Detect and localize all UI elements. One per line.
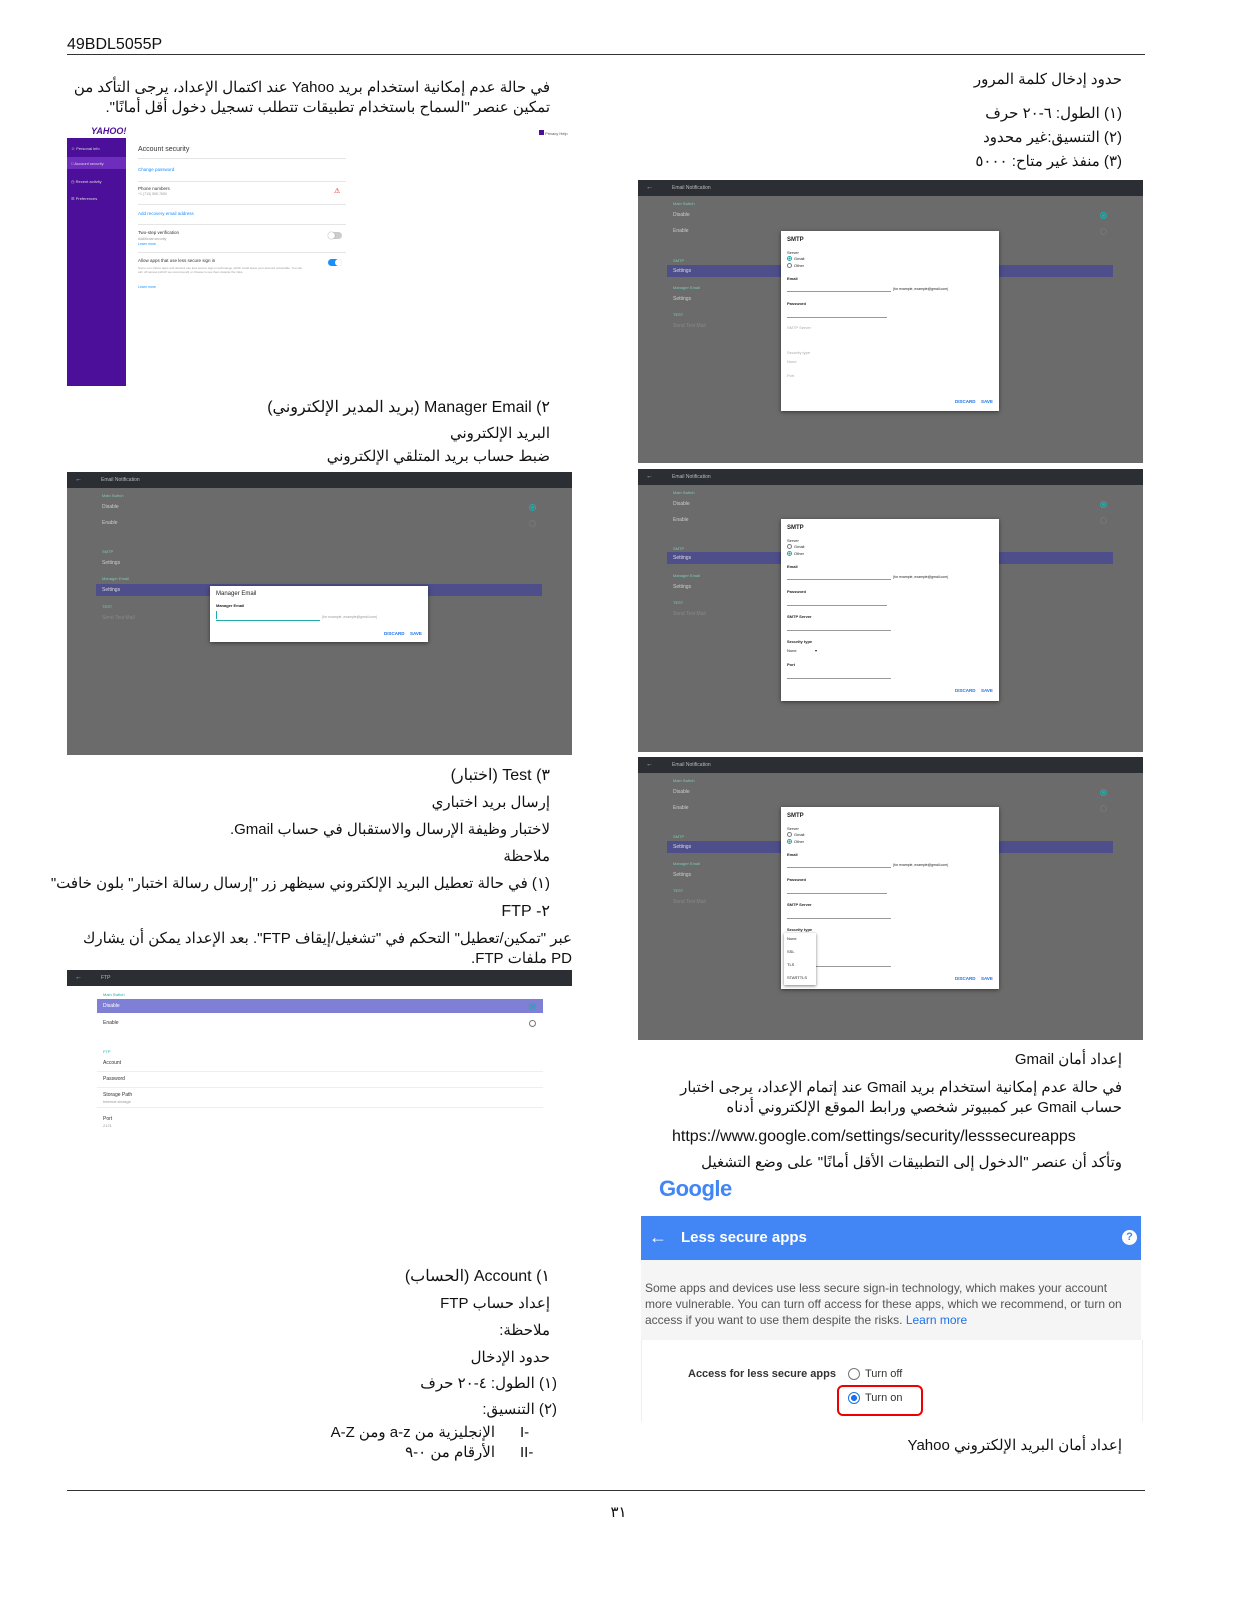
smtp-dialog xyxy=(781,231,999,411)
test-title: ٣) Test (اختبار) xyxy=(450,767,550,784)
send-test-mail[interactable]: Send Test Mail xyxy=(102,615,135,621)
text-cursor xyxy=(216,611,217,619)
pw-len: (١) الطول: ٦-٢٠ حرف xyxy=(985,105,1122,122)
ftp-section: FTP xyxy=(103,1049,111,1054)
disable-option[interactable]: Disable xyxy=(673,789,690,795)
divider xyxy=(97,1071,543,1072)
header-rule xyxy=(67,54,1145,55)
format-item-ii-text: الأرقام من ٠-٩ xyxy=(405,1444,495,1461)
back-arrow-icon[interactable]: ← xyxy=(646,761,653,768)
smtp-section: SMTP xyxy=(673,258,685,263)
add-recovery-email-link[interactable]: Add recovery email address xyxy=(138,211,194,216)
access-section xyxy=(641,1340,1143,1422)
dialog-title: SMTP xyxy=(787,525,804,531)
enable-option[interactable]: Enable xyxy=(673,228,689,234)
format-item-i-text: الإنجليزية من a-z ومن A-Z xyxy=(330,1424,495,1441)
screen-title: Email Notification xyxy=(672,185,711,191)
back-arrow-icon[interactable]: ← xyxy=(649,1227,667,1247)
smtp-dialog xyxy=(781,519,999,701)
test-section: TEST xyxy=(673,600,684,605)
ftp-port-value: 2121 xyxy=(103,1123,112,1128)
email-hint: (for example, example@gmail.com) xyxy=(893,575,949,579)
ftp-storage-value: Internal storage xyxy=(103,1099,131,1104)
disable-option[interactable]: Disable xyxy=(102,504,119,510)
disable-highlight[interactable] xyxy=(97,999,543,1013)
privacy-link[interactable]: Privacy xyxy=(545,131,559,136)
other-radio[interactable] xyxy=(787,551,792,556)
password-label: Password xyxy=(787,877,806,882)
manager-email-section: Manager Email xyxy=(102,576,129,581)
gmail-radio[interactable] xyxy=(787,544,792,549)
yahoo-top-links xyxy=(539,130,568,136)
manager-email-section: Manager Email xyxy=(673,285,700,290)
dialog-title: SMTP xyxy=(787,237,804,243)
two-step-learn-more[interactable]: Learn more xyxy=(138,242,156,246)
account-line-1: إعداد حساب FTP xyxy=(440,1295,550,1312)
learn-more-link[interactable]: Learn more xyxy=(905,1313,968,1327)
divider xyxy=(97,1087,543,1088)
yahoo-caption: إعداد أمان البريد الإلكتروني Yahoo xyxy=(907,1437,1122,1454)
manager-email-section: Manager Email xyxy=(673,861,700,866)
discard-button[interactable]: DISCARD xyxy=(955,688,976,693)
option-none[interactable]: None xyxy=(787,936,797,941)
port-label: Port xyxy=(787,373,795,378)
back-arrow-icon[interactable]: ← xyxy=(75,974,82,981)
change-password-link[interactable]: Change password xyxy=(138,167,175,172)
disable-option[interactable]: Disable xyxy=(673,501,690,507)
disable-radio[interactable] xyxy=(529,504,536,511)
main-switch-label: Main Switch xyxy=(102,493,124,498)
discard-button[interactable]: DISCARD xyxy=(955,976,976,981)
test-section: TEST xyxy=(673,312,684,317)
dialog-title: SMTP xyxy=(787,813,804,819)
other-option[interactable]: Other xyxy=(794,263,805,268)
allow-learn-more[interactable]: Learn more xyxy=(138,285,156,289)
security-dropdown-menu xyxy=(784,933,816,985)
send-test-mail[interactable]: Send Test Mail xyxy=(673,611,706,617)
manager-settings[interactable]: Settings xyxy=(673,584,692,590)
account-len: (١) الطول: ٤-٢٠ حرف xyxy=(420,1375,557,1392)
help-link[interactable]: Help xyxy=(559,131,568,136)
password-input[interactable] xyxy=(787,317,887,318)
doc-model-header: 49BDL5055P xyxy=(67,36,163,53)
email-label: Email xyxy=(787,276,798,281)
yahoo-logo: YAHOO! xyxy=(91,126,127,136)
pw-fmt: (٢) التنسيق:غير محدود xyxy=(983,129,1122,146)
smtp-settings[interactable]: Settings xyxy=(673,555,692,561)
enable-radio[interactable] xyxy=(529,1020,536,1027)
smtp-server-label: SMTP Server xyxy=(787,614,812,619)
turn-on-option[interactable]: Turn on xyxy=(865,1392,903,1404)
turn-off-radio[interactable] xyxy=(848,1368,860,1380)
gmail-radio[interactable] xyxy=(787,832,792,837)
sidebar-item-preferences[interactable]: ☰ Preferences xyxy=(71,196,98,201)
disable-radio[interactable] xyxy=(1100,212,1107,219)
divider xyxy=(138,158,346,159)
smtp-server-input[interactable] xyxy=(787,918,891,919)
back-arrow-icon[interactable]: ← xyxy=(646,184,653,191)
format-item-ii-number: II- xyxy=(520,1444,534,1461)
smtp-section: SMTP xyxy=(102,549,114,554)
account-note: ملاحظة: xyxy=(499,1322,550,1339)
main-switch-label: Main Switch xyxy=(673,778,695,783)
help-icon[interactable]: ? xyxy=(1122,1230,1137,1245)
smtp-server-label: SMTP Server xyxy=(787,902,812,907)
account-limits: حدود الإدخال xyxy=(470,1349,550,1366)
pw-limits-title: حدود إدخال كلمة المرور xyxy=(973,71,1122,88)
gmail-option[interactable]: Gmail xyxy=(794,832,805,837)
back-arrow-icon[interactable]: ← xyxy=(75,476,82,483)
yahoo-sidebar xyxy=(67,138,126,386)
email-label: Email xyxy=(787,564,798,569)
manager-settings[interactable]: Settings xyxy=(673,296,692,302)
port-label: Port xyxy=(787,662,795,667)
screen-title: Email Notification xyxy=(672,474,711,480)
manager-email-label: Manager Email xyxy=(216,603,245,608)
ftp-password[interactable]: Password xyxy=(103,1076,125,1082)
security-type-label: Security type xyxy=(787,350,811,355)
smtp-dialog xyxy=(781,807,999,989)
enable-option[interactable]: Enable xyxy=(102,520,118,526)
server-label: Server xyxy=(787,250,799,255)
disable-radio[interactable] xyxy=(529,1003,536,1010)
manager-email-hint: (for example, example@gmail.com) xyxy=(322,615,378,619)
divider xyxy=(138,204,346,205)
ftp-screen xyxy=(67,970,572,1160)
password-input[interactable] xyxy=(787,605,887,606)
email-hint: (for example, example@gmail.com) xyxy=(893,287,949,291)
back-arrow-icon[interactable]: ← xyxy=(646,473,653,480)
divider xyxy=(138,224,346,225)
ftp-port[interactable]: Port xyxy=(103,1116,113,1122)
enable-radio[interactable] xyxy=(1100,517,1107,524)
divider xyxy=(138,252,346,253)
save-button[interactable]: SAVE xyxy=(981,976,993,981)
option-ssl[interactable]: SSL xyxy=(787,949,795,954)
dialog-title: Manager Email xyxy=(216,591,257,597)
manager-email-section: Manager Email xyxy=(673,573,700,578)
sidebar-item-account-security[interactable]: □ Account security xyxy=(71,161,104,166)
divider xyxy=(97,1107,543,1108)
allow-less-secure-toggle[interactable] xyxy=(328,259,342,266)
phone-numbers-label: Phone numbers xyxy=(138,186,170,191)
port-input[interactable] xyxy=(787,678,891,679)
gmail-paragraph: في حالة عدم إمكانية استخدام بريد Gmail عند إتمام الإعداد، يرجى اختبار حساب Gmail عبر كمبيوتر شخصي ورابط الموقع الإلكتروني أدناه xyxy=(680,1079,1122,1116)
email-input[interactable] xyxy=(787,579,891,580)
enable-radio[interactable] xyxy=(1100,805,1107,812)
google-logo-text: Google xyxy=(659,1176,732,1201)
manager-email-line-2: ضبط حساب بريد المتلقي الإلكتروني xyxy=(326,448,550,465)
yahoo-paragraph: في حالة عدم إمكانية استخدام بريد Yahoo عند اكتمال الإعداد، يرجى التأكد من تمكين عنصر "السماح باستخدام تطبيقات تتطلب تسجيل دخول أقل أمانًا". xyxy=(73,79,550,116)
smtp-settings[interactable]: Settings xyxy=(673,268,692,274)
main-switch-label: Main Switch xyxy=(673,490,695,495)
footer-rule xyxy=(67,1490,1145,1491)
turn-on-radio[interactable] xyxy=(848,1392,860,1404)
manager-email-input[interactable] xyxy=(216,620,320,621)
disable-radio[interactable] xyxy=(1100,789,1107,796)
send-test-mail[interactable]: Send Test Mail xyxy=(673,323,706,329)
test-section: TEST xyxy=(102,604,113,609)
google-logo xyxy=(659,1176,732,1202)
allow-less-secure-label: Allow apps that use less secure sign in xyxy=(138,258,216,263)
main-switch-label: Main Switch xyxy=(673,201,695,206)
less-secure-description xyxy=(641,1260,1141,1340)
turn-off-option[interactable]: Turn off xyxy=(865,1368,903,1380)
less-secure-title: Less secure apps xyxy=(681,1229,807,1246)
enable-radio[interactable] xyxy=(529,520,536,527)
email-label: Email xyxy=(787,852,798,857)
discard-button[interactable]: DISCARD xyxy=(384,631,405,636)
ftp-paragraph: عبر "تمكين/تعطيل" التحكم في "تشغيل/إيقاف FTP". بعد الإعداد يمكن أن يشارك PD ملفات FTP. xyxy=(82,930,572,967)
manager-email-line-1: البريد الإلكتروني xyxy=(449,425,550,442)
smtp-settings[interactable]: Settings xyxy=(102,560,121,566)
server-label: Server xyxy=(787,826,799,831)
screen-title: FTP xyxy=(101,975,111,981)
smtp-section: SMTP xyxy=(673,834,685,839)
manager-settings[interactable]: Settings xyxy=(102,587,121,593)
security-none[interactable]: None xyxy=(787,359,797,364)
ftp-storage-path[interactable]: Storage Path xyxy=(103,1092,133,1098)
password-label: Password xyxy=(787,301,806,306)
smtp-settings[interactable]: Settings xyxy=(673,844,692,850)
security-type-label: Security type xyxy=(787,927,813,932)
other-option[interactable]: Other xyxy=(794,839,805,844)
smtp-server-label: SMTP Server xyxy=(787,325,811,330)
account-title: ١) Account (الحساب) xyxy=(404,1268,550,1285)
smtp-server-input[interactable] xyxy=(787,630,891,631)
other-radio[interactable] xyxy=(787,839,792,844)
gmail-radio[interactable] xyxy=(787,256,792,261)
smtp-screen-security xyxy=(638,757,1143,1040)
test-note-1: (١) في حالة تعطيل البريد الإلكتروني سيظهر زر "إرسال رسالة اختبار" بلون خافت" xyxy=(50,875,550,892)
enable-radio[interactable] xyxy=(1100,228,1107,235)
send-test-mail[interactable]: Send Test Mail xyxy=(673,899,706,905)
smtp-screen-gmail xyxy=(638,180,1143,463)
dropdown-caret-icon[interactable]: ▾ xyxy=(815,648,818,653)
two-step-sub: Additional security xyxy=(138,237,167,241)
manager-settings[interactable]: Settings xyxy=(673,872,692,878)
manager-email-screen xyxy=(67,472,572,755)
password-label: Password xyxy=(787,589,806,594)
password-input[interactable] xyxy=(787,893,887,894)
enable-option[interactable]: Enable xyxy=(673,517,689,523)
account-fmt: (٢) التنسيق: xyxy=(482,1401,557,1418)
enable-option[interactable]: Enable xyxy=(673,805,689,811)
divider xyxy=(138,181,346,182)
security-type-select[interactable]: None xyxy=(787,648,797,653)
email-hint: (for example, example@gmail.com) xyxy=(893,863,949,867)
screen-title: Email Notification xyxy=(101,477,140,483)
option-starttls[interactable]: STARTTLS xyxy=(787,975,808,980)
test-section: TEST xyxy=(673,888,684,893)
gmail-option[interactable]: Gmail xyxy=(794,256,805,261)
disable-radio[interactable] xyxy=(1100,501,1107,508)
two-step-label: Two-step verification xyxy=(138,230,180,235)
test-note: ملاحظة xyxy=(503,848,550,865)
yahoo-account-security-heading: Account security xyxy=(138,146,190,153)
warning-icon: ⚠ xyxy=(334,188,341,195)
disable-option[interactable]: Disable xyxy=(103,1003,120,1009)
enable-option[interactable]: Enable xyxy=(103,1020,119,1026)
disable-option[interactable]: Disable xyxy=(673,212,690,218)
privacy-icon xyxy=(539,130,544,135)
ftp-account[interactable]: Account xyxy=(103,1060,122,1066)
manager-email-title: ٢) Manager Email (بريد المدير الإلكتروني) xyxy=(267,399,550,416)
server-label: Server xyxy=(787,538,799,543)
save-button[interactable]: SAVE xyxy=(410,631,422,636)
sidebar-item-recent-activity[interactable]: ◷ Recent activity xyxy=(71,179,102,184)
email-input[interactable] xyxy=(787,867,891,868)
screen-title: Email Notification xyxy=(672,762,711,768)
sidebar-item-personal-info[interactable]: ☺ Personal info xyxy=(71,146,100,151)
page-number: ٣١ xyxy=(610,1504,627,1521)
other-option[interactable]: Other xyxy=(794,551,805,556)
pw-port: (٣) منفذ غير متاح: ٥٠٠٠ xyxy=(975,153,1122,170)
gmail-title: إعداد أمان Gmail xyxy=(1014,1051,1122,1068)
phone-number-value: +1 (713) 555-7650 xyxy=(138,192,167,196)
gmail-paragraph-2: وتأكد أن عنصر "الدخول إلى التطبيقات الأقل أمانًا" على وضع التشغيل xyxy=(701,1154,1122,1171)
save-button[interactable]: SAVE xyxy=(981,688,993,693)
email-input[interactable] xyxy=(787,291,891,292)
save-button[interactable]: SAVE xyxy=(981,399,993,404)
less-secure-body: Some apps and devices use less secure sign-in technology, which makes your account more vulnerable. You can turn off access for these apps, which we recommend, or turn on access if you want to use them despite the risks. xyxy=(645,1281,1122,1327)
main-switch-label: Main Switch xyxy=(103,992,125,997)
access-label: Access for less secure apps xyxy=(688,1368,836,1380)
test-line-1: إرسال بريد اختباري xyxy=(431,794,550,811)
security-type-label: Security type xyxy=(787,639,813,644)
allow-less-secure-desc: Some non-Yahoo apps and devices use less secure sign-in technology, which could leave your account vulnerable. You can turn off access (which we recommend) or choose to use them despite the risks. xyxy=(138,266,303,274)
option-tls[interactable]: TLS xyxy=(787,962,795,967)
test-line-2: لاختبار وظيفة الإرسال والاستقبال في حساب Gmail. xyxy=(229,821,550,838)
other-radio[interactable] xyxy=(787,263,792,268)
format-item-i-number: I- xyxy=(520,1424,530,1441)
discard-button[interactable]: DISCARD xyxy=(955,399,976,404)
manager-email-dialog xyxy=(210,586,428,642)
two-step-toggle[interactable] xyxy=(328,232,342,239)
smtp-section: SMTP xyxy=(673,546,685,551)
smtp-screen-other xyxy=(638,469,1143,752)
gmail-option[interactable]: Gmail xyxy=(794,544,805,549)
gmail-url-link[interactable]: https://www.google.com/settings/security/lesssecureapps xyxy=(672,1128,1076,1145)
less-secure-apps-bar xyxy=(641,1216,1141,1260)
ftp-title: ٢- FTP xyxy=(501,903,550,920)
